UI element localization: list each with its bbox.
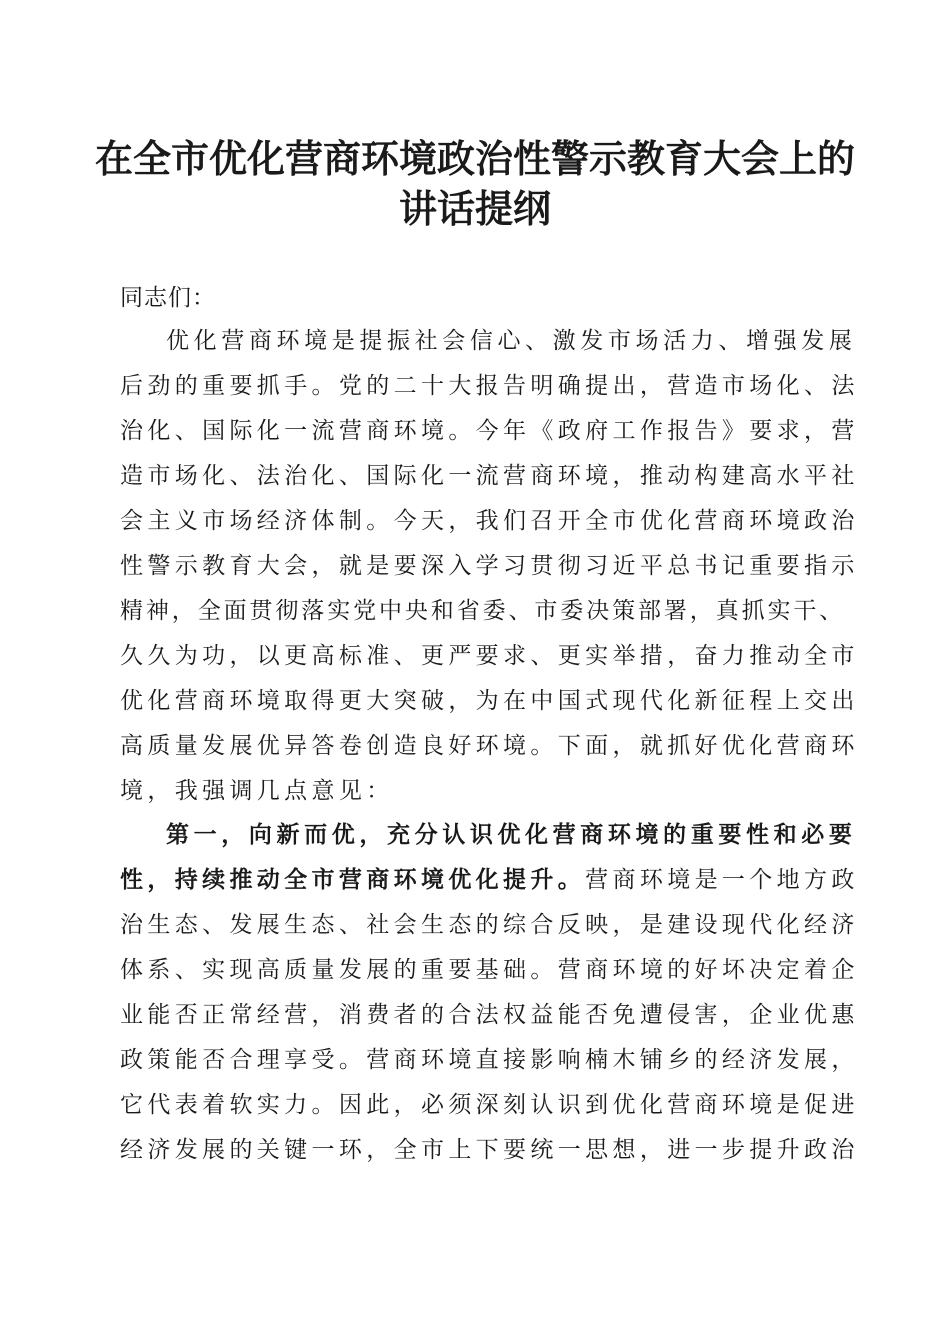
para1-line-5: 会主义市场经济体制。今天，我们召开全市优化营商环境政治 xyxy=(120,508,859,534)
salutation: 同志们： xyxy=(120,285,216,311)
para1-line-7: 精神，全面贯彻落实党中央和省委、市委决策部署，真抓实干、 xyxy=(120,598,846,624)
para1-line-1: 优化营商环境是提振社会信心、激发市场活力、增强发展 xyxy=(166,328,857,354)
para2-line-3: 治生态、发展生态、社会生态的综合反映，是建设现代化经济 xyxy=(120,912,859,938)
para1-line-9: 优化营商环境取得更大突破，为在中国式现代化新征程上交出 xyxy=(120,688,859,714)
para2-line-4: 体系、实现高质量发展的重要基础。营商环境的好坏决定着企 xyxy=(120,957,859,983)
para2-line-7: 它代表着软实力。因此，必须深刻认识到优化营商环境是促进 xyxy=(120,1092,859,1118)
para1-line-8: 久久为功，以更高标准、更严要求、更实举措，奋力推动全市 xyxy=(120,643,859,669)
document-title-line-1: 在全市优化营商环境政治性警示教育大会上的 xyxy=(94,136,855,181)
para2-line-2-body: 营商环境是一个地方政 xyxy=(585,867,859,893)
para2-heading-line-1: 第一，向新而优，充分认识优化营商环境的重要性和必要 xyxy=(166,821,857,848)
para2-line-8: 经济发展的关键一环，全市上下要统一思想，进一步提升政治 xyxy=(120,1137,859,1163)
document-title-line-2: 讲话提纲 xyxy=(398,186,551,231)
para1-line-10: 高质量发展优异答卷创造良好环境。下面，就抓好优化营商环 xyxy=(120,733,859,759)
para1-line-11: 境，我强调几点意见： xyxy=(120,778,394,804)
para2-line-2 xyxy=(120,865,859,895)
para2-line-5: 业能否正常经营，消费者的合法权益能否免遭侵害，企业优惠 xyxy=(120,1002,859,1028)
para2-heading-line-2: 性，持续推动全市营商环境优化提升。 xyxy=(120,866,586,893)
para2-line-6: 政策能否合理享受。营商环境直接影响楠木铺乡的经济发展， xyxy=(120,1047,859,1073)
para1-line-2: 后劲的重要抓手。党的二十大报告明确提出，营造市场化、法 xyxy=(120,373,859,399)
para1-line-6: 性警示教育大会，就是要深入学习贯彻习近平总书记重要指示 xyxy=(120,553,859,579)
para1-line-4: 造市场化、法治化、国际化一流营商环境，推动构建高水平社 xyxy=(120,463,859,489)
para1-line-3: 治化、国际化一流营商环境。今年《政府工作报告》要求，营 xyxy=(120,418,859,444)
